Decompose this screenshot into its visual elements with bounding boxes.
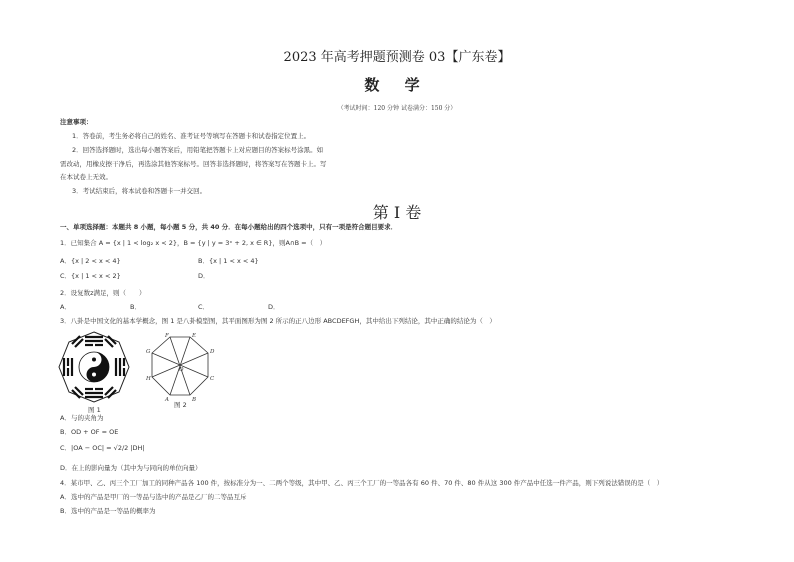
notice-line-3: 需改动，用橡皮擦干净后，再选涂其他答案标号。回答非选择题时，将答案写在答题卡上。写 — [60, 160, 327, 168]
figure-1-caption: 图 1 — [88, 406, 101, 414]
q3-option-c: C．|OA − OC| = √2/2 |DH| — [60, 444, 145, 452]
q1-option-d: D． — [198, 272, 210, 280]
q1-option-b: B．{x | 1 < x < 4} — [198, 257, 259, 265]
vertex-c: C — [210, 376, 215, 382]
notice-line-1: 1．答卷前，考生务必将自己的姓名、准考证号等填写在答题卡和试卷指定位置上。 — [72, 132, 311, 140]
exam-meta: （考试时间：120 分钟 试卷满分：150 分） — [337, 105, 457, 112]
vertex-h: H — [146, 376, 151, 382]
q2-option-d: D． — [268, 303, 280, 311]
q2-option-a: A． — [60, 303, 71, 311]
q2-option-c: C． — [198, 303, 210, 311]
part-title: 第 I 卷 — [372, 203, 422, 222]
center-o: O — [179, 367, 184, 373]
q4-stem: 4．某市甲、乙、丙三个工厂加工的同种产品各 100 件，按标准分为一、二两个等级，其中甲、乙、丙三个工厂的一等品各有 60 件、70 件、80 件从这 300 件产品中任选一件产品，则下列说法错误的是（ ） — [60, 479, 664, 487]
figure-2-caption: 图 2 — [174, 401, 187, 409]
section-heading: 一、单项选择题：本题共 8 小题，每小题 5 分，共 40 分．在每小题给出的四个选项中，只有一项是符合题目要求． — [60, 223, 398, 231]
notice-heading: 注意事项： — [60, 118, 93, 126]
q1-option-a: A．{x | 2 < x < 4} — [60, 257, 121, 265]
q3-option-b: B．OD + OF = OE — [60, 428, 119, 436]
bagua-figure — [58, 331, 130, 403]
notice-line-5: 3．考试结束后，将本试卷和答题卡一并交回。 — [72, 187, 207, 195]
vertex-b: B — [192, 397, 197, 403]
q3-option-d: D．在上的影向量为（其中为与同向的单位向量） — [60, 464, 202, 472]
vertex-d: D — [210, 349, 215, 355]
q4-option-b: B．选中的产品是一等品的概率为 — [60, 507, 156, 515]
q4-option-a: A．选中的产品是甲厂的一等品与选中的产品是乙厂的二等品互斥 — [60, 493, 247, 501]
subject-title: 数 学 — [364, 76, 430, 94]
q2-stem: 2．设复数z满足，则（ ） — [60, 289, 146, 297]
q3-stem: 3．八卦是中国文化的基本学概念，图 1 是八卦模型图，其平面图形为图 2 所示的正八边形 ABCDEFGH，其中给出下列结论，其中正确的结论为（ ） — [60, 317, 496, 325]
notice-line-2: 2．回答选择题时，选出每小题答案后，用铅笔把答题卡上对应题目的答案标号涂黑。如 — [72, 146, 324, 154]
vertex-e: E — [192, 333, 197, 339]
vertex-f: F — [165, 333, 169, 339]
notice-line-4: 在本试卷上无效。 — [60, 173, 112, 181]
octagon-figure — [142, 333, 218, 403]
exam-title: 2023 年高考押题预测卷 03【广东卷】 — [283, 50, 511, 65]
q3-option-a: A．与的夹角为 — [60, 414, 104, 422]
q1-stem: 1．已知集合 A = {x | 1 < log₂ x < 2}，B = {y | y = 3ˣ + 2, x ∈ R}，则A∩B =（ ） — [60, 239, 327, 247]
q2-option-b: B． — [130, 303, 141, 311]
q1-option-c: C．{x | 1 < x < 2} — [60, 272, 121, 280]
vertex-a: A — [165, 397, 169, 403]
vertex-g: G — [146, 349, 151, 355]
